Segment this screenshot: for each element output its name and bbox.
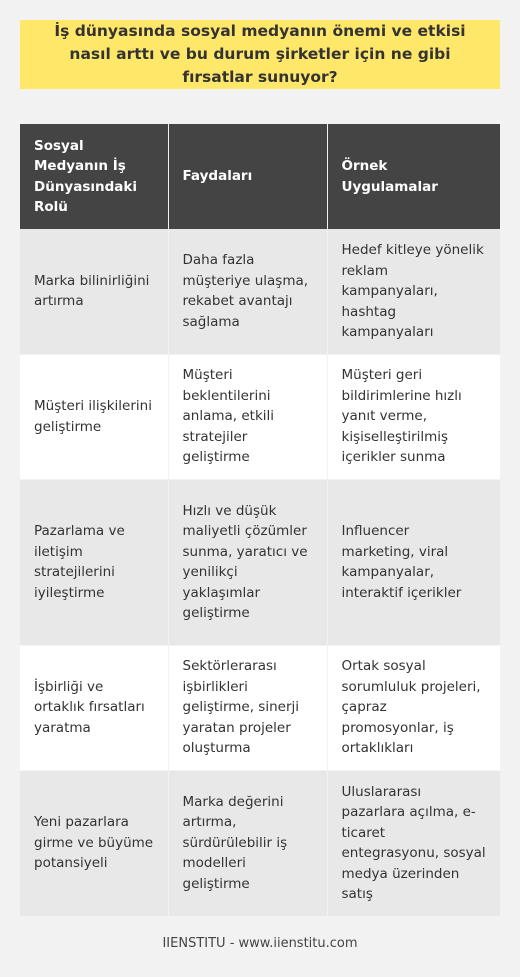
info-table — [20, 124, 500, 917]
table-row — [20, 229, 500, 354]
table-row — [20, 354, 500, 479]
table-row — [20, 479, 500, 645]
table-header-row — [20, 124, 500, 229]
table-cell: Daha fazla müşteriye ulaşma, rekabet avantajı sağlama — [168, 229, 327, 354]
column-header-benefits: Faydaları — [168, 124, 327, 229]
table-cell: Influencer marketing, viral kampanyalar, interaktif içerikler — [327, 479, 500, 645]
table-cell: Sektörlerarası işbirlikleri geliştirme, sinerji yaratan projeler oluşturma — [168, 645, 327, 770]
table-cell: Marka değerini artırma, sürdürülebilir iş modelleri geliştirme — [168, 770, 327, 916]
table-row — [20, 645, 500, 770]
column-header-role: Sosyal Medyanın İş Dünyasındaki Rolü — [20, 124, 168, 229]
table-cell: Hedef kitleye yönelik reklam kampanyaları, hashtag kampanyaları — [327, 229, 500, 354]
table-cell: Müşteri geri bildirimlerine hızlı yanıt verme, kişiselleştirilmiş içerikler sunma — [327, 354, 500, 479]
footer-credit: IIENSTITU - www.iienstitu.com — [162, 936, 358, 951]
table-cell: Marka bilinirliğini artırma — [20, 229, 168, 354]
table-cell: Ortak sosyal sorumluluk projeleri, çapraz promosyonlar, iş ortaklıkları — [327, 645, 500, 770]
table-cell: Müşteri ilişkilerini geliştirme — [20, 354, 168, 479]
table-cell: Hızlı ve düşük maliyetli çözümler sunma, yaratıcı ve yenilikçi yaklaşımlar geliştirme — [168, 479, 327, 645]
table-cell: Uluslararası pazarlara açılma, e-ticaret entegrasyonu, sosyal medya üzerinden satış — [327, 770, 500, 916]
title-banner — [20, 20, 500, 89]
page-title: İş dünyasında sosyal medyanın önemi ve etkisi nasıl arttı ve bu durum şirketler için ne gibi fırsatlar sunuyor? — [54, 22, 466, 86]
table-cell: İşbirliği ve ortaklık fırsatları yaratma — [20, 645, 168, 770]
table-row — [20, 770, 500, 916]
table-cell: Yeni pazarlara girme ve büyüme potansiyeli — [20, 770, 168, 916]
table-cell: Müşteri beklentilerini anlama, etkili stratejiler geliştirme — [168, 354, 327, 479]
table-cell: Pazarlama ve iletişim stratejilerini iyileştirme — [20, 479, 168, 645]
column-header-examples: Örnek Uygulamalar — [327, 124, 500, 229]
